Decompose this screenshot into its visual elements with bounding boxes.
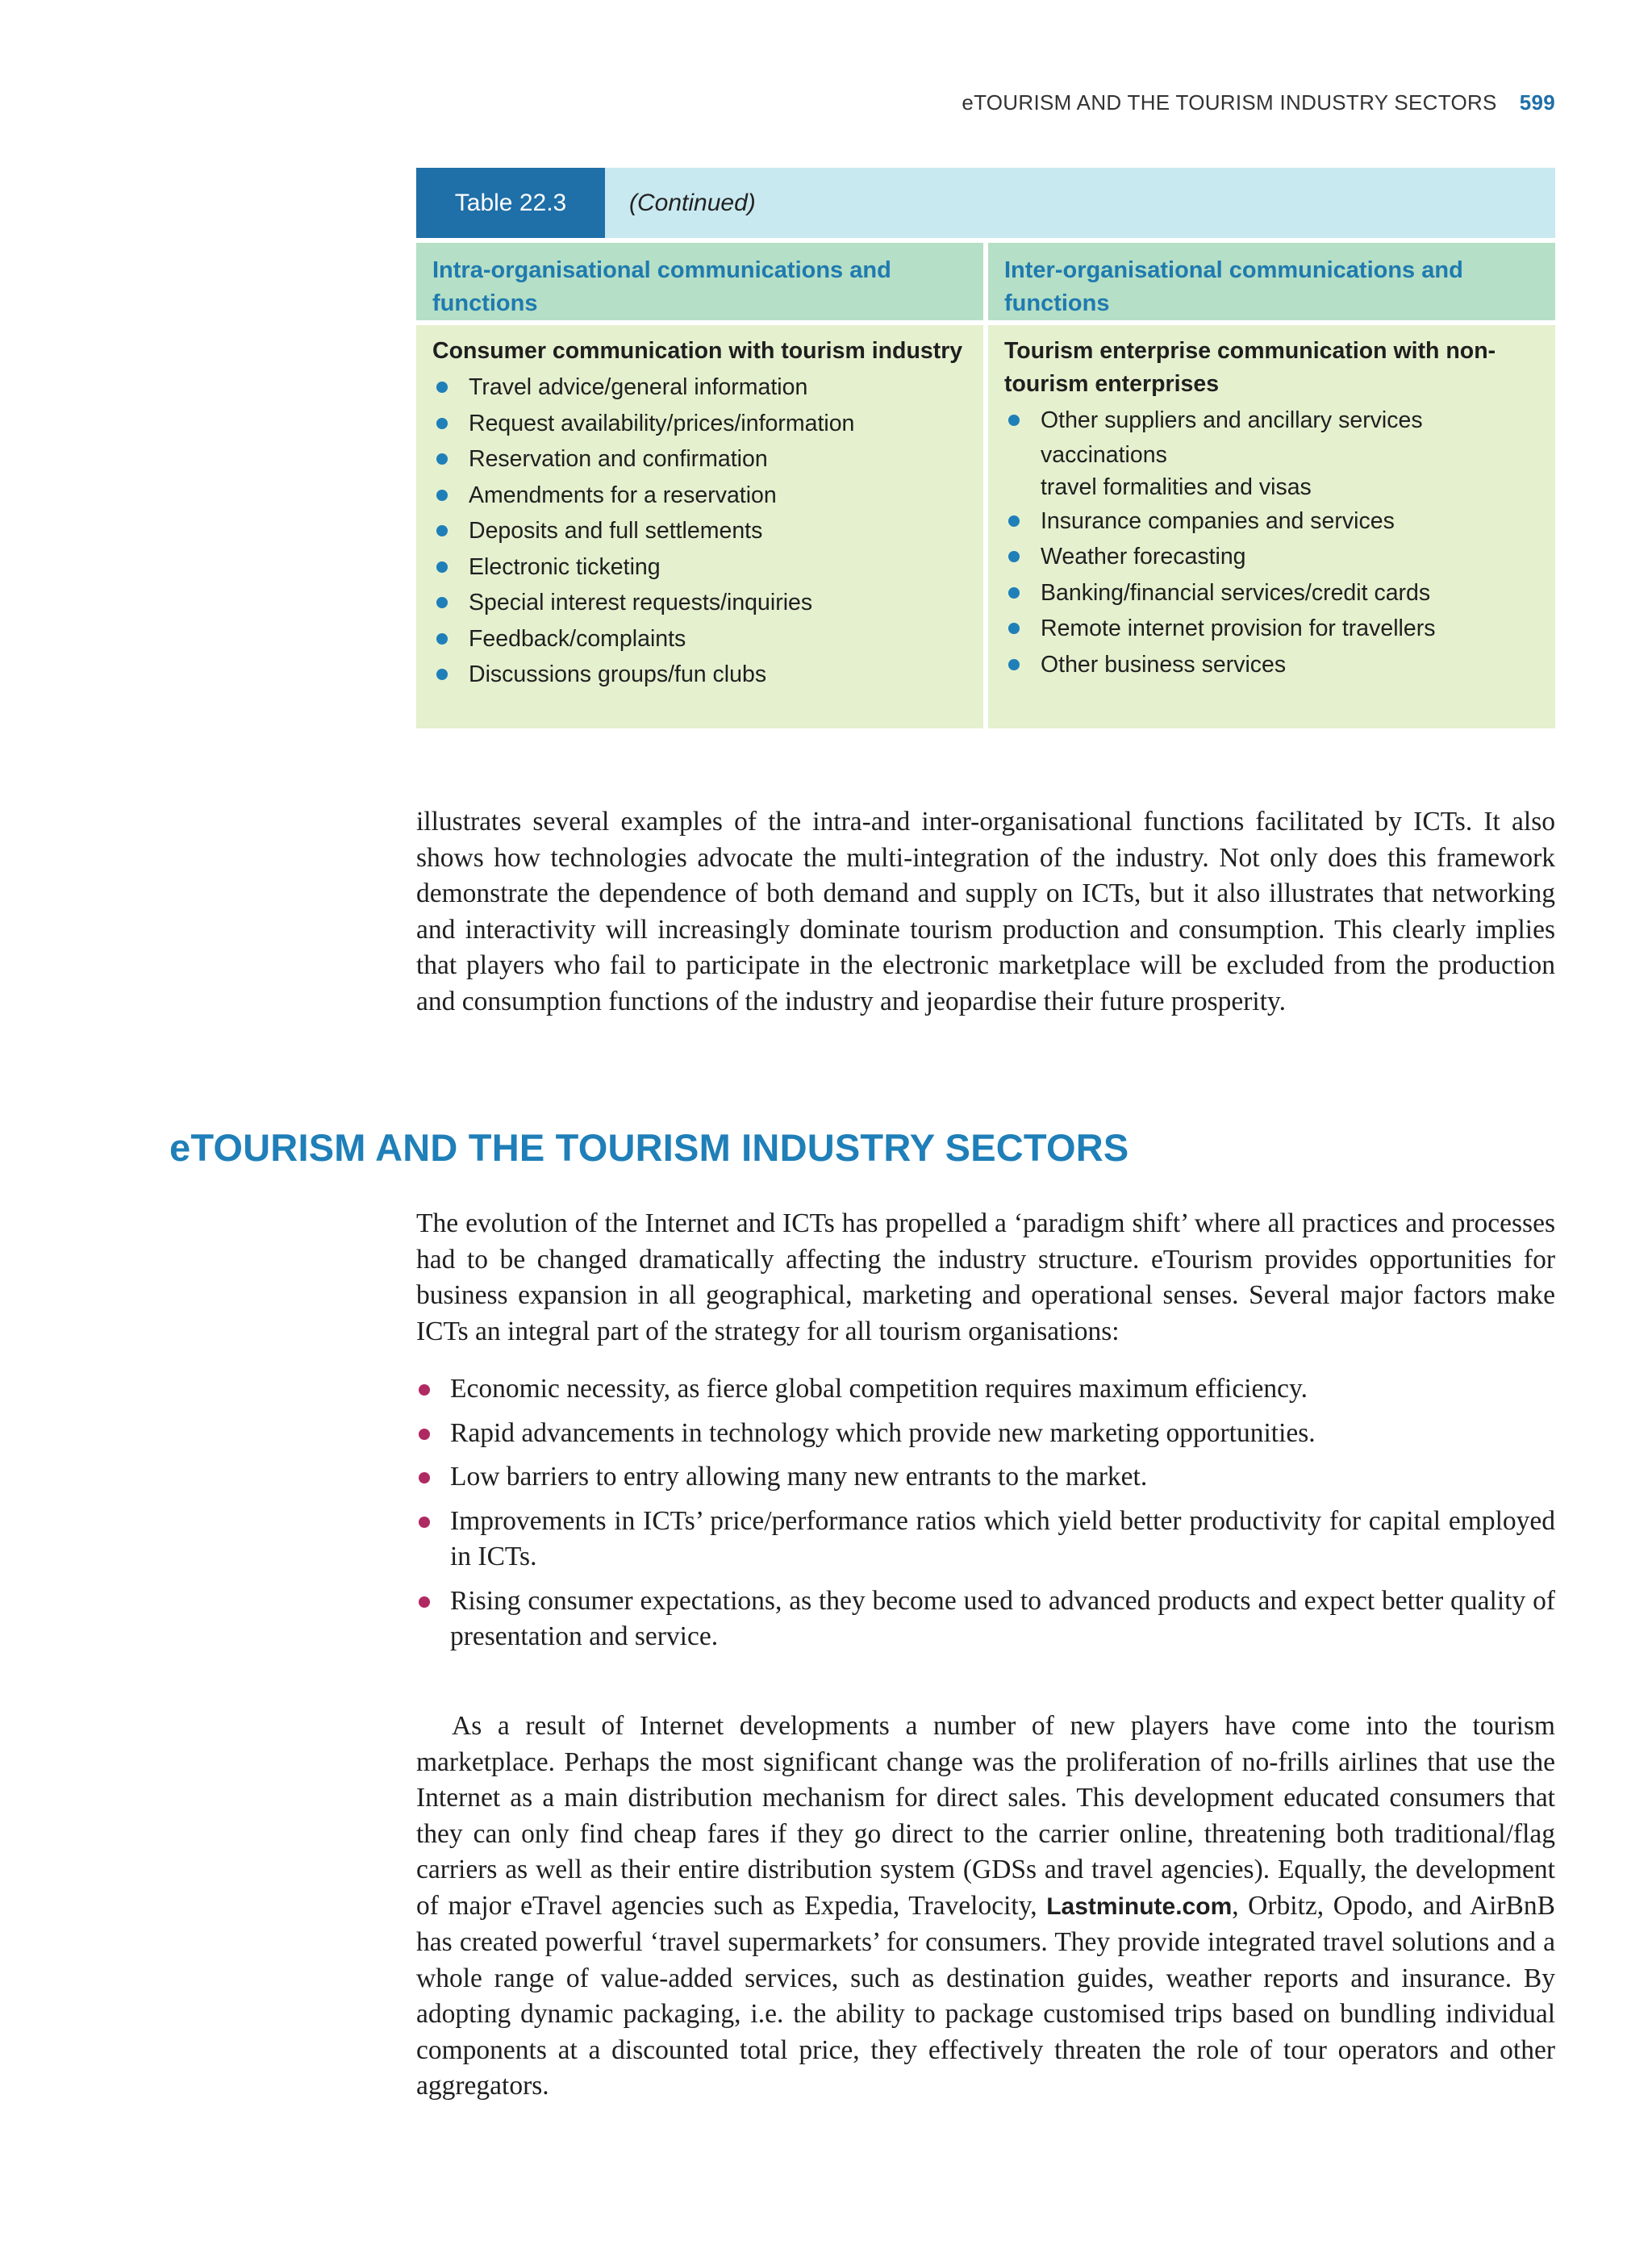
table-22-3 [416, 168, 1555, 728]
bullet-icon [419, 1384, 430, 1396]
list-item [416, 1459, 1555, 1496]
list-item [432, 406, 967, 442]
inter-column-header: Inter-organisational communications and functions [988, 243, 1555, 320]
table-continued [605, 168, 756, 238]
inter-subheading: Tourism enterprise communication with non-tourism enterprises [1004, 338, 1496, 397]
list-item [432, 369, 967, 406]
brand-lastminute: Lastminute.com [1046, 1892, 1233, 1920]
list-item-text: Low barriers to entry allowing many new entrants to the market. [450, 1462, 1148, 1492]
paragraph-text: , Orbitz, Opodo, and AirBnB has created powerful ‘travel supermarkets’ for consumers. They provide integrated travel solutions and a whole range of value-added services, such as destination guides, weather reports and insurance. By adopting dynamic packaging, i.e. the ability to package customised trips based on bundling individual components at a discounted total price, they effectively threaten the role of tour operators and other aggregators. [416, 1890, 1555, 2101]
list-item [432, 441, 967, 478]
bullet-icon [419, 1517, 430, 1528]
bullet-icon [1008, 515, 1020, 527]
bullet-icon [436, 525, 448, 536]
list-item [416, 1371, 1555, 1408]
list-item-text: Request availability/prices/information [469, 410, 855, 436]
list-item-text: Feedback/complaints [469, 625, 686, 652]
page-number: 599 [1519, 90, 1555, 115]
bullet-icon [1008, 415, 1020, 426]
list-item [432, 478, 967, 514]
bullet-icon [436, 418, 448, 429]
bullet-icon [1008, 551, 1020, 562]
inter-column [988, 243, 1555, 728]
paragraph-new-players [416, 1709, 1555, 2105]
bullet-icon [419, 1472, 430, 1483]
list-item [432, 657, 967, 693]
intra-column [416, 243, 983, 728]
list-item [432, 585, 967, 621]
factors-list [416, 1371, 1555, 1663]
list-item [1004, 503, 1539, 540]
list-item [416, 1504, 1555, 1575]
list-item-text: Economic necessity, as fierce global competition requires maximum efficiency. [450, 1374, 1308, 1404]
list-item [1004, 403, 1539, 503]
bullet-icon [436, 561, 448, 573]
bullet-icon [436, 669, 448, 680]
paragraph-intro: illustrates several examples of the intra-and inter-organisational functions facilitated by ICTs. It also shows how technologies advocate the multi-integration of the industry. Not only does this framework demonstrate the dependence of both demand and supply on ICTs, but it also illustrates that networking and interactivity will increasingly dominate tourism production and consumption. This clearly implies that players who fail to participate in the electronic marketplace will be excluded from the production and consumption functions of the industry and jeopardise their future prosperity. [416, 807, 1555, 1016]
list-item [1004, 611, 1539, 647]
list-item-text: Banking/financial services/credit cards [1041, 579, 1431, 606]
list-item-text: Improvements in ICTs’ price/performance ratios which yield better productivity for capital employed in ICTs. [450, 1505, 1555, 1571]
list-item [416, 1584, 1555, 1655]
intra-subheading: Consumer communication with tourism industry [432, 338, 963, 364]
running-head-title: eTOURISM AND THE TOURISM INDUSTRY SECTORS [962, 90, 1497, 115]
list-item-subline: vaccinations [1041, 441, 1167, 468]
list-item-text: Other business services [1041, 651, 1287, 678]
list-item [1004, 539, 1539, 575]
list-item-text: Electronic ticketing [469, 553, 661, 580]
bullet-icon [1008, 587, 1020, 599]
bullet-icon [436, 382, 448, 393]
bullet-icon [1008, 659, 1020, 670]
bullet-icon [436, 597, 448, 608]
intra-list [432, 369, 967, 693]
bullet-icon [1008, 623, 1020, 634]
list-item-subline: travel formalities and visas [1041, 474, 1312, 500]
intra-column-body [416, 325, 983, 728]
list-item-text: Weather forecasting [1041, 544, 1246, 570]
table-number: Table 22.3 [416, 168, 605, 238]
paragraph-text: As a result of Internet developments a number of new players have come into the tourism marketplace. Perhaps the most significant change was the proliferation of no-frills airlines that use the Internet as a main distribution mechanism for direct sales. This development educated consumers that they can only find cheap fares if they go direct to the carrier online, threatening both traditional/flag carriers as well as their entire distribution system (GDSs and travel agencies). Equally, the development of major eTravel agencies such as Expedia, Travelocity, [416, 1711, 1555, 1921]
inter-list [1004, 403, 1539, 682]
bullet-icon [419, 1429, 430, 1440]
list-item-text: Other suppliers and ancillary services [1041, 407, 1423, 433]
list-item-text: Reservation and confirmation [469, 446, 768, 472]
list-item [432, 513, 967, 549]
inter-column-body [988, 325, 1555, 728]
bullet-icon [436, 490, 448, 501]
list-item-text: Rapid advancements in technology which provide new marketing opportunities. [450, 1417, 1316, 1448]
list-item-text: Deposits and full settlements [469, 518, 763, 544]
list-item-text: Special interest requests/inquiries [469, 590, 813, 615]
list-item-text: Amendments for a reservation [469, 482, 777, 508]
bullet-icon [436, 453, 448, 465]
table-header-bar [416, 168, 1555, 238]
bullet-icon [419, 1596, 430, 1608]
intra-column-header: Intra-organisational communications and functions [416, 243, 983, 320]
table-columns [416, 243, 1555, 728]
section-heading: eTOURISM AND THE TOURISM INDUSTRY SECTORS [169, 1126, 1129, 1169]
list-item [432, 621, 967, 657]
running-head [962, 90, 1555, 115]
list-item [1004, 575, 1539, 611]
bullet-icon [436, 633, 448, 645]
table-continued-text: (Continued) [629, 189, 756, 216]
list-item-text: Remote internet provision for travellers [1041, 615, 1436, 641]
list-item [1004, 647, 1539, 683]
list-item-text: Discussions groups/fun clubs [469, 661, 767, 687]
list-item-text: Insurance companies and services [1041, 507, 1395, 534]
list-item [432, 549, 967, 586]
list-item-text: Rising consumer expectations, as they become used to advanced products and expect better quality of presentation and service. [450, 1585, 1555, 1651]
paragraph-evolution: The evolution of the Internet and ICTs has propelled a ‘paradigm shift’ where all practices and processes had to be changed dramatically affecting the industry structure. eTourism provides opportunities for business expansion in all geographical, marketing and operational senses. Several major factors make ICTs an integral part of the strategy for all tourism organisations: [416, 1208, 1555, 1346]
list-item-text: Travel advice/general information [469, 374, 808, 400]
list-item [416, 1416, 1555, 1452]
